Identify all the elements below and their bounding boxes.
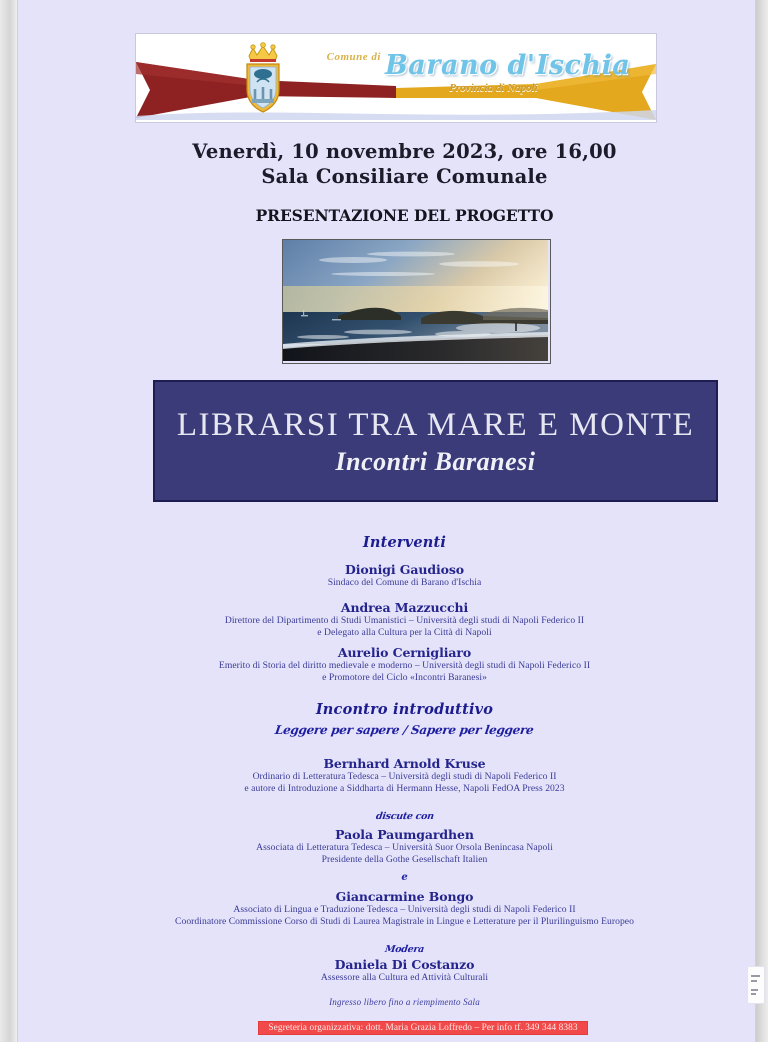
speaker-name: Giancarmine Bongo — [335, 889, 474, 904]
moderator-role: Assessore alla Cultura ed Attività Culturali — [320, 972, 489, 983]
page-side-artifact — [747, 966, 765, 1004]
event-venue-line: Sala Consiliare Comunale — [261, 165, 548, 188]
speaker-name: Bernhard Arnold Kruse — [323, 756, 486, 771]
moderator-label: Modera — [384, 944, 425, 955]
speaker-role: Direttore del Dipartimento di Studi Umanistici – Università degli studi di Napoli Federico II — [224, 615, 585, 626]
event-headline — [36, 139, 768, 189]
event-date-line: Venerdì, 10 novembre 2023, ore 16,00 — [192, 140, 617, 163]
speaker-role: Associato di Lingua e Traduzione Tedesca – Università degli studi di Napoli Federico II — [233, 904, 576, 915]
speaker-entry — [36, 827, 768, 866]
paper-edge-left — [0, 0, 18, 1042]
discussant-label: discute con — [374, 811, 435, 822]
speaker-role: Coordinatore Commissione Corso di Studi di Laurea Magistrale in Lingue e Letterature per il Plurilinguismo Europeo — [175, 916, 634, 927]
banner-municipality-name: Barano d'Ischia — [384, 50, 631, 81]
speaker-entry — [36, 889, 768, 928]
event-title-box — [153, 380, 718, 502]
section-heading-incontro: Incontro introduttivo — [315, 701, 494, 718]
speaker-entry — [36, 562, 768, 589]
speaker-role: e Delegato alla Cultura per la Città di Napoli — [317, 627, 492, 638]
coat-of-arms-icon — [240, 42, 286, 114]
speaker-role: Ordinario di Letteratura Tedesca – Università degli studi di Napoli Federico II — [252, 771, 557, 782]
speaker-role: Sindaco del Comune di Barano d'Ischia — [327, 577, 482, 588]
event-title-main: LIBRARSI TRA MARE E MONTE — [176, 406, 695, 443]
sunset-seascape-photo — [282, 239, 551, 364]
entry-note: Ingresso libero fino a riempimento Sala — [329, 997, 480, 1007]
banner-wave-shape — [136, 104, 656, 120]
banner-title-group — [306, 50, 651, 94]
speaker-role: e autore di Introduzione a Siddharta di Hermann Hesse, Napoli FedOA Press 2023 — [244, 783, 565, 794]
speaker-name: Dionigi Gaudioso — [344, 562, 465, 577]
speaker-name: Andrea Mazzucchi — [340, 600, 469, 615]
contact-bar: Segreteria organizzativa: dott. Maria Grazia Loffredo – Per info tf. 349 344 8383 — [258, 1021, 588, 1035]
speaker-role: Associata di Letteratura Tedesca – Università Suor Orsola Benincasa Napoli — [256, 842, 553, 853]
program-section — [36, 534, 768, 984]
municipality-banner — [135, 33, 657, 123]
moderator-name: Daniela Di Costanzo — [334, 957, 475, 972]
speaker-role: Emerito di Storia del diritto medievale e moderno – Università degli studi di Napoli Federico II — [218, 660, 591, 671]
speaker-name: Paola Paumgardhen — [335, 827, 474, 842]
speaker-role: Presidente della Gothe Gesellschaft Italien — [321, 854, 488, 865]
speaker-role: e Promotore del Ciclo «Incontri Baranesi» — [322, 672, 487, 683]
discussant-connector: e — [401, 872, 408, 883]
banner-comune-label: Comune di — [326, 51, 381, 63]
event-title-sub: Incontri Baranesi — [335, 446, 536, 476]
speaker-entry — [36, 645, 768, 684]
speaker-name: Aurelio Cernigliaro — [337, 645, 472, 660]
page-title: PRESENTAZIONE DEL PROGETTO — [255, 206, 554, 225]
poster-page — [18, 0, 755, 1042]
speaker-entry — [36, 756, 768, 795]
incontro-subtitle: Leggere per sapere / Sapere per leggere — [274, 723, 535, 737]
moderator-entry — [36, 957, 768, 984]
photo-artwork — [283, 240, 548, 361]
speaker-entry — [36, 600, 768, 639]
banner-province: Provincia di Napoli — [449, 82, 538, 94]
section-heading-interventi: Interventi — [362, 534, 447, 551]
